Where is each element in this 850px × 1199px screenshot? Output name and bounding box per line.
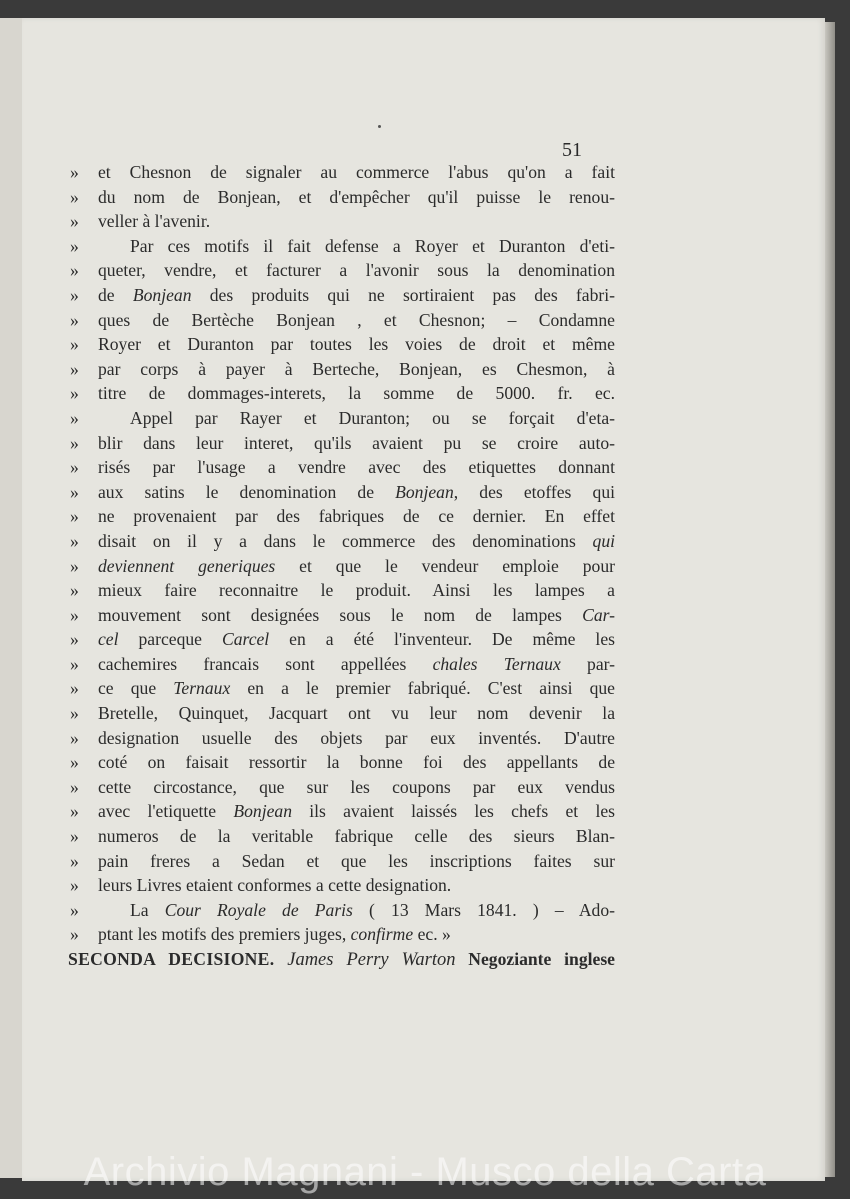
text-line: » Par ces motifs il fait defense a Royer et Duranton d'eti- — [70, 235, 615, 256]
text-line: »disait on il y a dans le commerce des denominations qui — [70, 530, 615, 551]
page-stack-edge — [825, 22, 835, 1177]
text-line: »et Chesnon de signaler au commerce l'abus qu'on a fait — [70, 162, 615, 182]
text-line: »queter, vendre, et facturer a l'avonir sous la denomination — [70, 260, 615, 281]
text-line: »aux satins le denomination de Bonjean, des etoffes qui — [70, 481, 615, 502]
text-line: »ce que Ternaux en a le premier fabriqué. C'est ainsi que — [70, 678, 615, 699]
text-line: »leurs Livres etaient conformes a cette designation. — [70, 875, 452, 896]
text-line: »Royer et Duranton par toutes les voies de droit et même — [70, 334, 615, 355]
text-line: »veller à l'avenir. — [70, 211, 211, 232]
text-line: »avec l'etiquette Bonjean ils avaient laissés les chefs et les — [70, 801, 615, 822]
text-line: »mouvement sont designées sous le nom de lampes Car- — [70, 604, 615, 625]
text-line: »mieux faire reconnaitre le produit. Ainsi les lampes a — [70, 580, 615, 601]
body-text — [70, 160, 615, 972]
text-line: » Appel par Rayer et Duranton; ou se forçait d'eta- — [70, 407, 615, 428]
text-line: »cachemires francais sont appellées chales Ternaux par- — [70, 653, 615, 674]
text-line: »blir dans leur interet, qu'ils avaient pu se croire auto- — [70, 432, 615, 453]
text-line: »ptant les motifs des premiers juges, confirme ec. » — [70, 924, 451, 945]
text-line: »numeros de la veritable fabrique celle des sieurs Blan- — [70, 826, 615, 847]
text-line: »titre de dommages-interets, la somme de 5000. fr. ec. — [70, 383, 615, 404]
text-line: »risés par l'usage a vendre avec des etiquettes donnant — [70, 457, 615, 478]
text-line: »designation usuelle des objets par eux inventés. D'autre — [70, 727, 615, 748]
text-line: »pain freres a Sedan et que les inscriptions faites sur — [70, 850, 615, 871]
text-line: »de Bonjean des produits qui ne sortiraient pas des fabri- — [70, 284, 615, 305]
text-line: »ques de Bertèche Bonjean , et Chesnon; – Condamne — [70, 309, 615, 330]
text-line: »coté on faisait ressortir la bonne foi des appellants de — [70, 752, 615, 773]
archive-watermark: Archivio Magnani - Musco della Carta — [83, 1150, 767, 1194]
facing-page-edge — [0, 18, 23, 1178]
section-heading-line: SECONDA DECISIONE. James Perry Warton Negoziante inglese — [68, 949, 615, 970]
text-line: »ne provenaient par des fabriques de ce dernier. En effet — [70, 506, 615, 527]
text-line: »cel parceque Carcel en a été l'inventeur. De même les — [70, 629, 615, 650]
text-line: »par corps à payer à Berteche, Bonjean, es Chesmon, à — [70, 358, 615, 379]
text-line: »du nom de Bonjean, et d'empêcher qu'il puisse le renou- — [70, 186, 615, 207]
text-line: »cette circostance, que sur les coupons par eux vendus — [70, 776, 615, 797]
text-line: »deviennent generiques et que le vendeur emploie pour — [70, 555, 616, 576]
ink-speck — [378, 125, 381, 128]
page-number: 51 — [562, 139, 582, 161]
text-line: »Bretelle, Quinquet, Jacquart ont vu leur nom devenir la — [70, 703, 615, 724]
text-line: » La Cour Royale de Paris ( 13 Mars 1841. ) – Ado- — [70, 899, 615, 920]
